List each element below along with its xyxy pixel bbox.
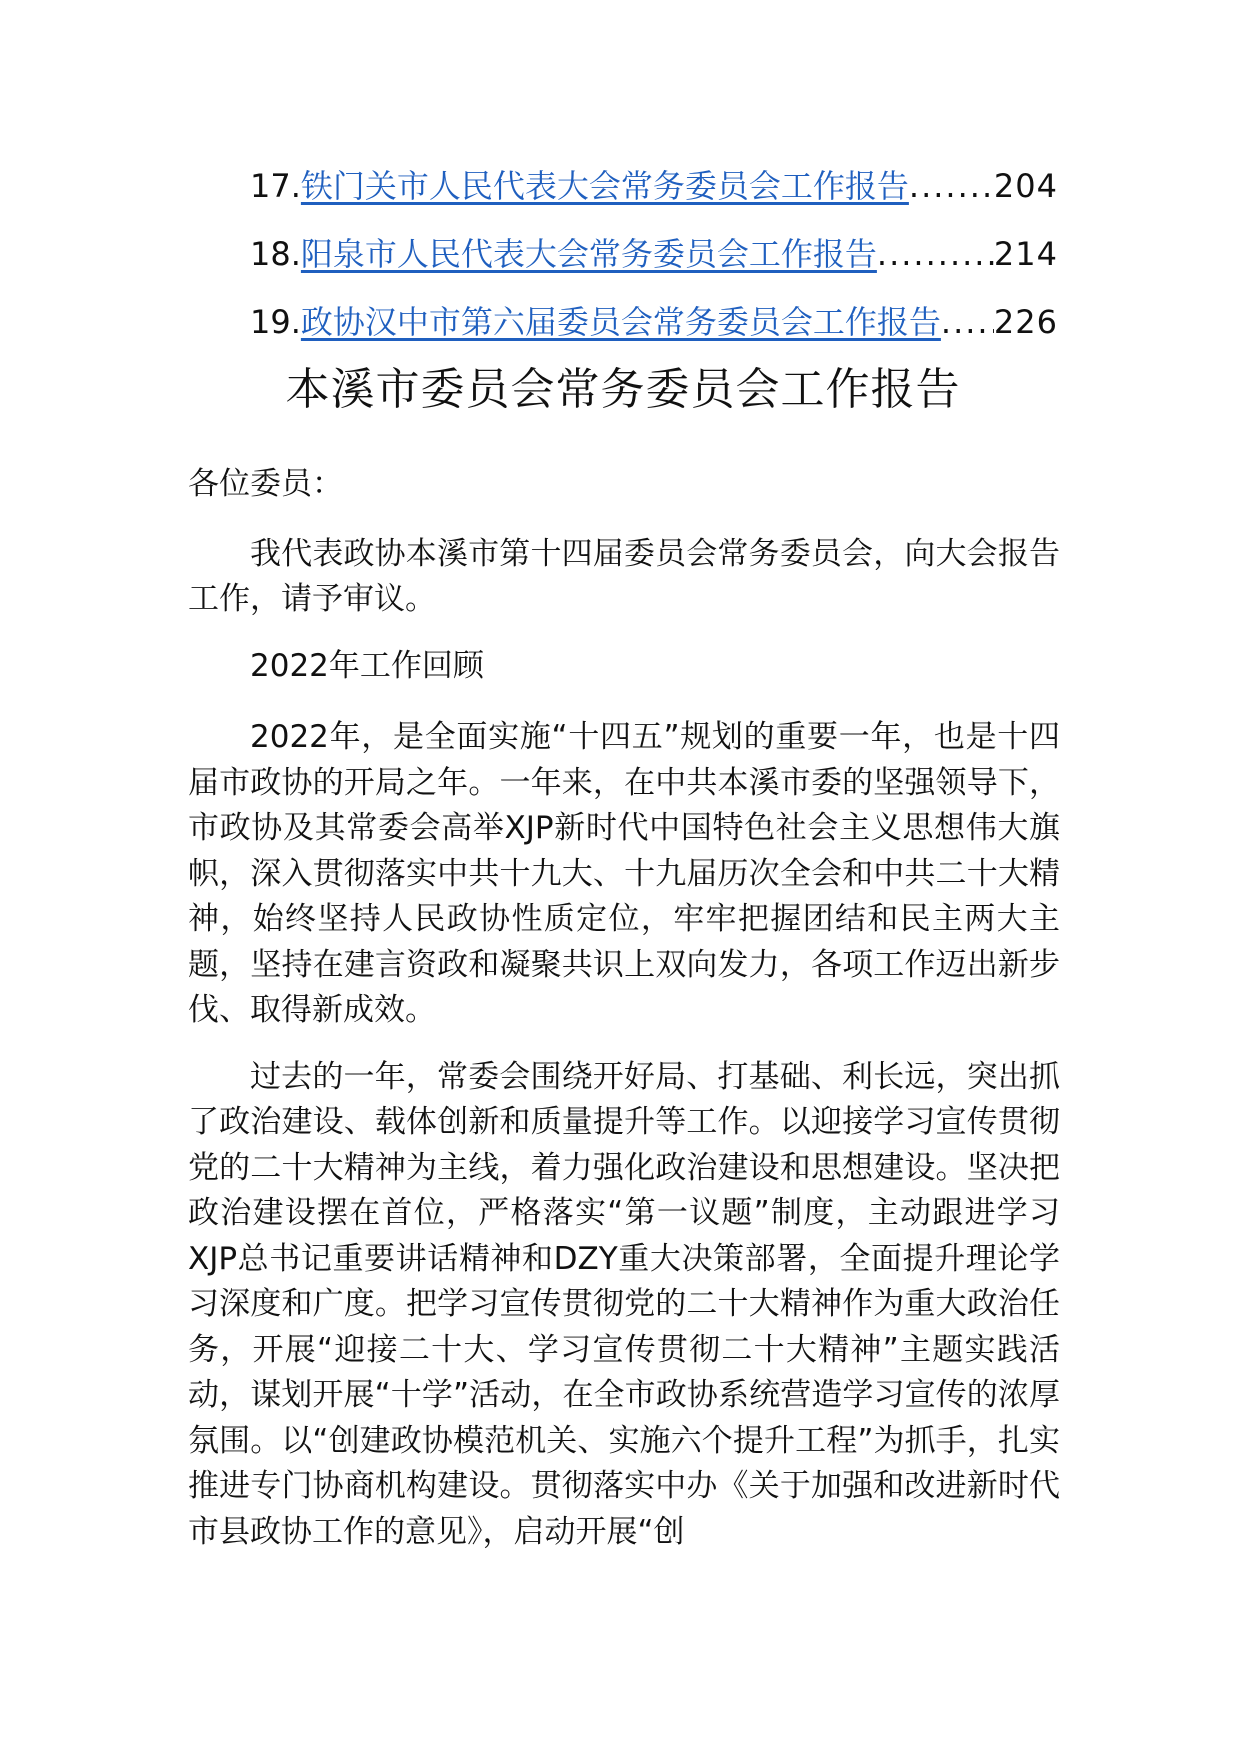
toc-dot-leader: [909, 152, 994, 220]
toc-entry-17[interactable]: [250, 152, 1058, 220]
toc-entry-19[interactable]: [250, 288, 1058, 356]
toc-entry-link[interactable]: 阳泉市人民代表大会常务委员会工作报告: [300, 235, 877, 273]
toc-entry-link[interactable]: 政协汉中市第六届委员会常务委员会工作报告: [300, 303, 941, 341]
toc-entry-page: 204: [993, 167, 1058, 205]
body-paragraph-1: 2022年，是全面实施“十四五”规划的重要一年，也是十四届市政协的开局之年。一年来，在中共本溪市委的坚强领导下，市政协及其常委会高举XJP新时代中国特色社会主义思想伟大旗帜，深入贯彻落实中共十九大、十九届历次全会和中共二十大精神，始终坚持人民政协性质定位，牢牢把握团结和民主两大主题，坚持在建言资政和凝聚共识上双向发力，各项工作迈出新步伐、取得新成效。: [188, 719, 1060, 1028]
toc-entry-number: 19.: [250, 303, 301, 341]
toc-entry-link[interactable]: 铁门关市人民代表大会常务委员会工作报告: [300, 167, 909, 205]
salutation: 各位委员：: [188, 466, 343, 502]
toc-dot-leader: [877, 220, 994, 288]
toc-entry-18[interactable]: [250, 220, 1058, 288]
toc-entry-page: 214: [993, 235, 1058, 273]
intro-paragraph: 我代表政协本溪市第十四届委员会常务委员会，向大会报告工作，请予审议。: [188, 535, 1060, 617]
document-title: 本溪市委员会常务委员会工作报告: [285, 364, 961, 415]
section-heading: 2022年工作回顾: [250, 647, 484, 684]
document-body: [188, 462, 1060, 1576]
toc-entry-number: 18.: [250, 235, 301, 273]
toc-entry-number: 17.: [250, 167, 301, 205]
toc-dot-leader: [941, 288, 994, 356]
table-of-contents: [250, 152, 1058, 356]
toc-entry-page: 226: [993, 303, 1058, 341]
body-paragraph-2: 过去的一年，常委会围绕开好局、打基础、利长远，突出抓了政治建设、载体创新和质量提升等工作。以迎接学习宣传贯彻党的二十大精神为主线，着力强化政治建设和思想建设。坚决把政治建设摆在首位，严格落实“第一议题”制度，主动跟进学习XJP总书记重要讲话精神和DZY重大决策部署，全面提升理论学习深度和广度。把学习宣传贯彻党的二十大精神作为重大政治任务，开展“迎接二十大、学习宣传贯彻二十大精神”主题实践活动，谋划开展“十学”活动，在全市政协系统营造学习宣传的浓厚氛围。以“创建政协模范机关、实施六个提升工程”为抓手，扎实推进专门协商机构建设。贯彻落实中办《关于加强和改进新时代市县政协工作的意见》，启动开展“创: [188, 1058, 1060, 1550]
